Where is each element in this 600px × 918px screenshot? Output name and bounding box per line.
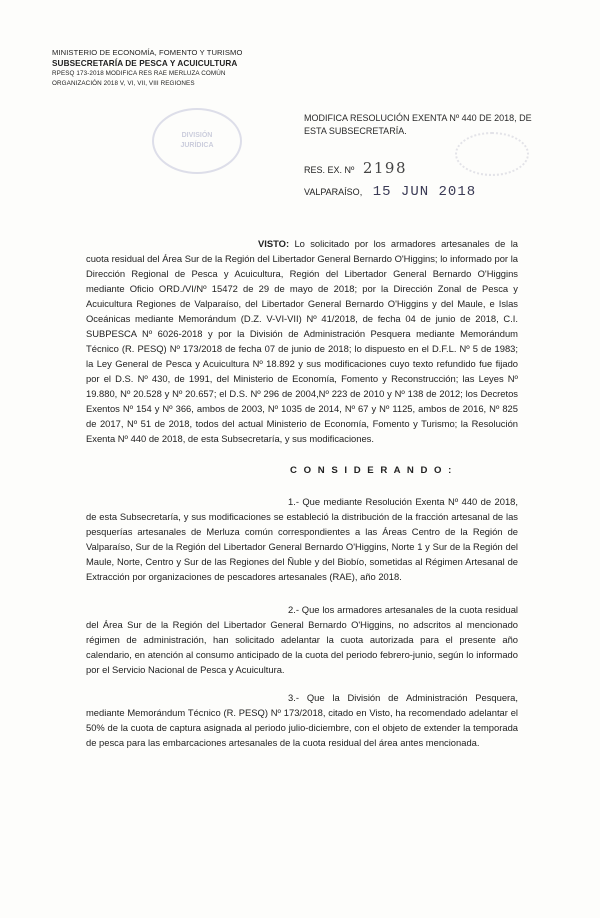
- undersecretary-name: SUBSECRETARÍA DE PESCA Y ACUICULTURA: [52, 58, 238, 68]
- item-text: Que la División de Administración Pesquera, mediante Memorándum Técnico (R. PESQ) Nº 173/2018, citado en Visto, ha recomendado adelantar el 50% de la cuota de captura asignada al periodo julio-diciembre, con el objeto de extender la temporada de pesca para las embarcaciones artesanales de la cuota residual del área antes mencionada.: [86, 692, 519, 748]
- document-subject: [304, 112, 532, 137]
- item-text: Que los armadores artesanales de la cuota residual del Área Sur de la Región del Libertador General Bernardo O'Higgins, no adscritos al mencionado régimen de administración, han solicitado adelantar la cuota autorizada para el presente año calendario, en atención al consumo anticipado de la cuota del periodo febrero-junio, según lo informado por el Servicio Nacional de Pesca y Acuicultura.: [86, 604, 518, 675]
- item-number: 2.-: [288, 604, 299, 615]
- item-number: 3.-: [288, 692, 299, 703]
- ministry-name: MINISTERIO DE ECONOMÍA, FOMENTO Y TURISMO: [52, 48, 243, 57]
- subject-line-2: ESTA SUBSECRETARÍA.: [304, 125, 407, 136]
- considerando-heading: C O N S I D E R A N D O :: [290, 465, 454, 476]
- considerando-item-1: [86, 494, 518, 584]
- item-number: 1.-: [288, 496, 299, 507]
- visto-heading: VISTO:: [258, 238, 290, 249]
- file-reference: RPESQ 173-2018 MODIFICA RES RAE MERLUZA COMÚN: [52, 70, 226, 77]
- date-stamp: 15 JUN 2018: [372, 184, 477, 200]
- considerando-item-3: [86, 690, 518, 750]
- legal-division-stamp: [152, 108, 242, 174]
- faint-stamp-mark: [455, 132, 529, 176]
- resolution-number-value: 2198: [362, 159, 408, 177]
- city: VALPARAÍSO,: [304, 187, 363, 197]
- stamp-line-1: DIVISIÓN: [181, 132, 213, 139]
- letterhead: [52, 48, 292, 88]
- file-reference-2: ORGANIZACIÓN 2018 V, VI, VII, VIII REGIONES: [52, 79, 195, 87]
- stamp-line-2: JURÍDICA: [180, 142, 214, 149]
- subject-line-1: MODIFICA RESOLUCIÓN EXENTA Nº 440 DE 2018, DE: [304, 113, 532, 123]
- visto-paragraph: [86, 236, 518, 446]
- visto-text: Lo solicitado por los armadores artesanales de la cuota residual del Área Sur de la Región del Libertador General Bernardo O'Higgins; lo informado por la Dirección Regional de Pesca y Acuicultura, Región del Libertador General Bernardo O'Higgins mediante Oficio ORD./VI/Nº 15472 de 29 de mayo de 2018; por la Dirección Zonal de Pesca y Acuicultura Regiones de Valparaíso, del Libertador General Bernardo O'Higgins y del Maule, e Islas Oceánicas mediante Memorándum (D.Z. V-VI-VII) Nº 41/2018, de fecha 04 de junio de 2018, C.I. SUBPESCA Nº 6026-2018 y por la División de Administración Pesquera mediante Memorándum Técnico (R. PESQ) Nº 173/2018 de fecha 07 de junio de 2018; lo dispuesto en el D.F.L. Nº 5 de 1983; la Ley General de Pesca y Acuicultura Nº 18.892 y sus modificaciones cuyo texto refundido fue fijado por el D.S. Nº 430, de 1991, del Ministerio de Economía, Fomento y Reconstrucción; las Leyes Nº 19.880, Nº 20.528 y Nº 20.657; el D.S. Nº 296 de 2004,Nº 223 de 2010 y Nº 138 de 2012; los Decretos Exentos Nº 154 y Nº 366, ambos de 2003, Nº 1035 de 2014, Nº 67 y Nº 1125, ambos de 2016, Nº 825 de 2017, Nº 51 de 2018, todos del actual Ministerio de Economía, Fomento y Turismo; la Resolución Exenta Nº 440 de 2018, de esta Subsecretaría, y sus modificaciones.: [86, 238, 518, 444]
- resolution-number: [304, 159, 407, 177]
- considerando-item-2: [86, 602, 518, 677]
- place-and-date: [304, 184, 476, 200]
- resolution-label: RES. EX. Nº: [304, 165, 355, 175]
- item-text: Que mediante Resolución Exenta Nº 440 de 2018, de esta Subsecretaría, y sus modificaciones se estableció la distribución de la fracción artesanal de las pesquerías artesanales de Merluza común correspondientes a las Áreas Centro de la Región de Valparaíso, Sur de la Región del Libertador General Bernardo O'Higgins, Norte 1 y Sur de la Región del Maule, Norte, Centro y Sur de las Regiones del Ñuble y del Biobío, sometidas al Régimen Artesanal de Extracción por organizaciones de pescadores artesanales (RAE), año 2018.: [86, 496, 518, 582]
